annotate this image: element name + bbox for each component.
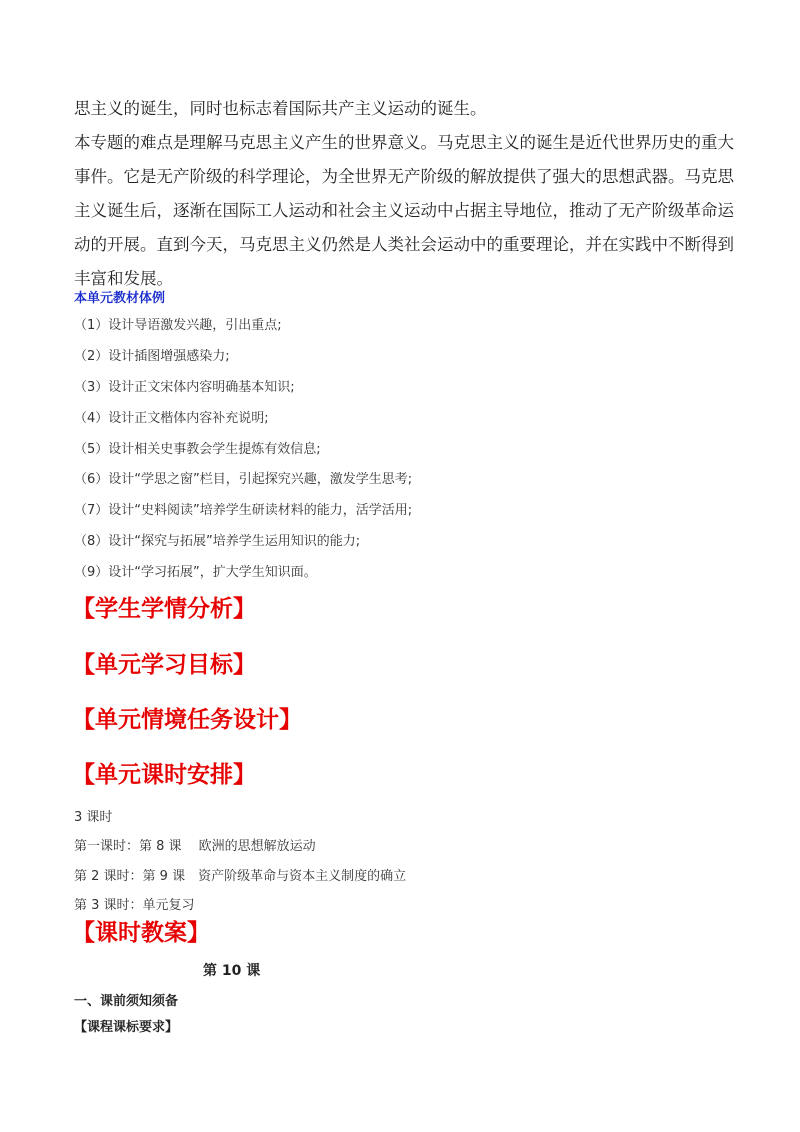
- schedule-lesson: 第 2 课时：第 9 课 资产阶级革命与资本主义制度的确立: [74, 869, 407, 884]
- intro-line: 动的开展。直到今天，马克思主义仍然是人类社会运动中的重要理论，并在实践中不断得到: [74, 235, 734, 254]
- section-heading-unit-goals: 【单元学习目标】: [72, 652, 256, 678]
- intro-line: 丰富和发展。: [74, 269, 173, 288]
- schedule-total: 3 课时: [74, 810, 113, 825]
- list-item: （2）设计插图增强感染力;: [74, 348, 230, 364]
- section-heading-task-design: 【单元情境任务设计】: [72, 707, 302, 733]
- intro-line: 本专题的难点是理解马克思主义产生的世界意义。马克思主义的诞生是近代世界历史的重大: [74, 133, 734, 152]
- part-heading: 一、课前须知须备: [74, 994, 179, 1009]
- structure-heading: 本单元教材体例: [74, 291, 166, 306]
- list-item: （6）设计“学思之窗”栏目，引起探究兴趣，激发学生思考;: [74, 472, 413, 488]
- section-heading-schedule: 【单元课时安排】: [72, 762, 256, 788]
- list-item: （3）设计正文宋体内容明确基本知识;: [74, 379, 295, 395]
- intro-line: 事件。它是无产阶级的科学理论，为全世界无产阶级的解放提供了强大的思想武器。马克思: [74, 167, 734, 186]
- standard-heading: 【课程课标要求】: [74, 1020, 179, 1035]
- intro-line: 主义诞生后，逐渐在国际工人运动和社会主义运动中占据主导地位，推动了无产阶级革命运: [74, 201, 734, 220]
- intro-line: 思主义的诞生，同时也标志着国际共产主义运动的诞生。: [74, 99, 487, 118]
- schedule-lesson: 第 3 课时：单元复习: [74, 898, 195, 913]
- intro-paragraph: [74, 92, 734, 296]
- list-item: （5）设计相关史事教会学生提炼有效信息;: [74, 441, 321, 457]
- section-heading-lesson-plan: 【课时教案】: [72, 920, 210, 946]
- section-heading-student-analysis: 【学生学情分析】: [72, 596, 256, 622]
- structure-list: [74, 311, 412, 589]
- list-item: （8）设计“探究与拓展”培养学生运用知识的能力;: [74, 534, 361, 550]
- lesson-title: 第 10 课: [203, 963, 261, 979]
- list-item: （7）设计“史料阅读”培养学生研读材料的能力，活学活用;: [74, 503, 413, 519]
- list-item: （1）设计导语激发兴趣，引出重点;: [74, 318, 282, 333]
- schedule-lesson: 第一课时：第 8 课 欧洲的思想解放运动: [74, 839, 316, 854]
- list-item: （9）设计“学习拓展”，扩大学生知识面。: [74, 565, 317, 581]
- list-item: （4）设计正文楷体内容补充说明;: [74, 410, 269, 426]
